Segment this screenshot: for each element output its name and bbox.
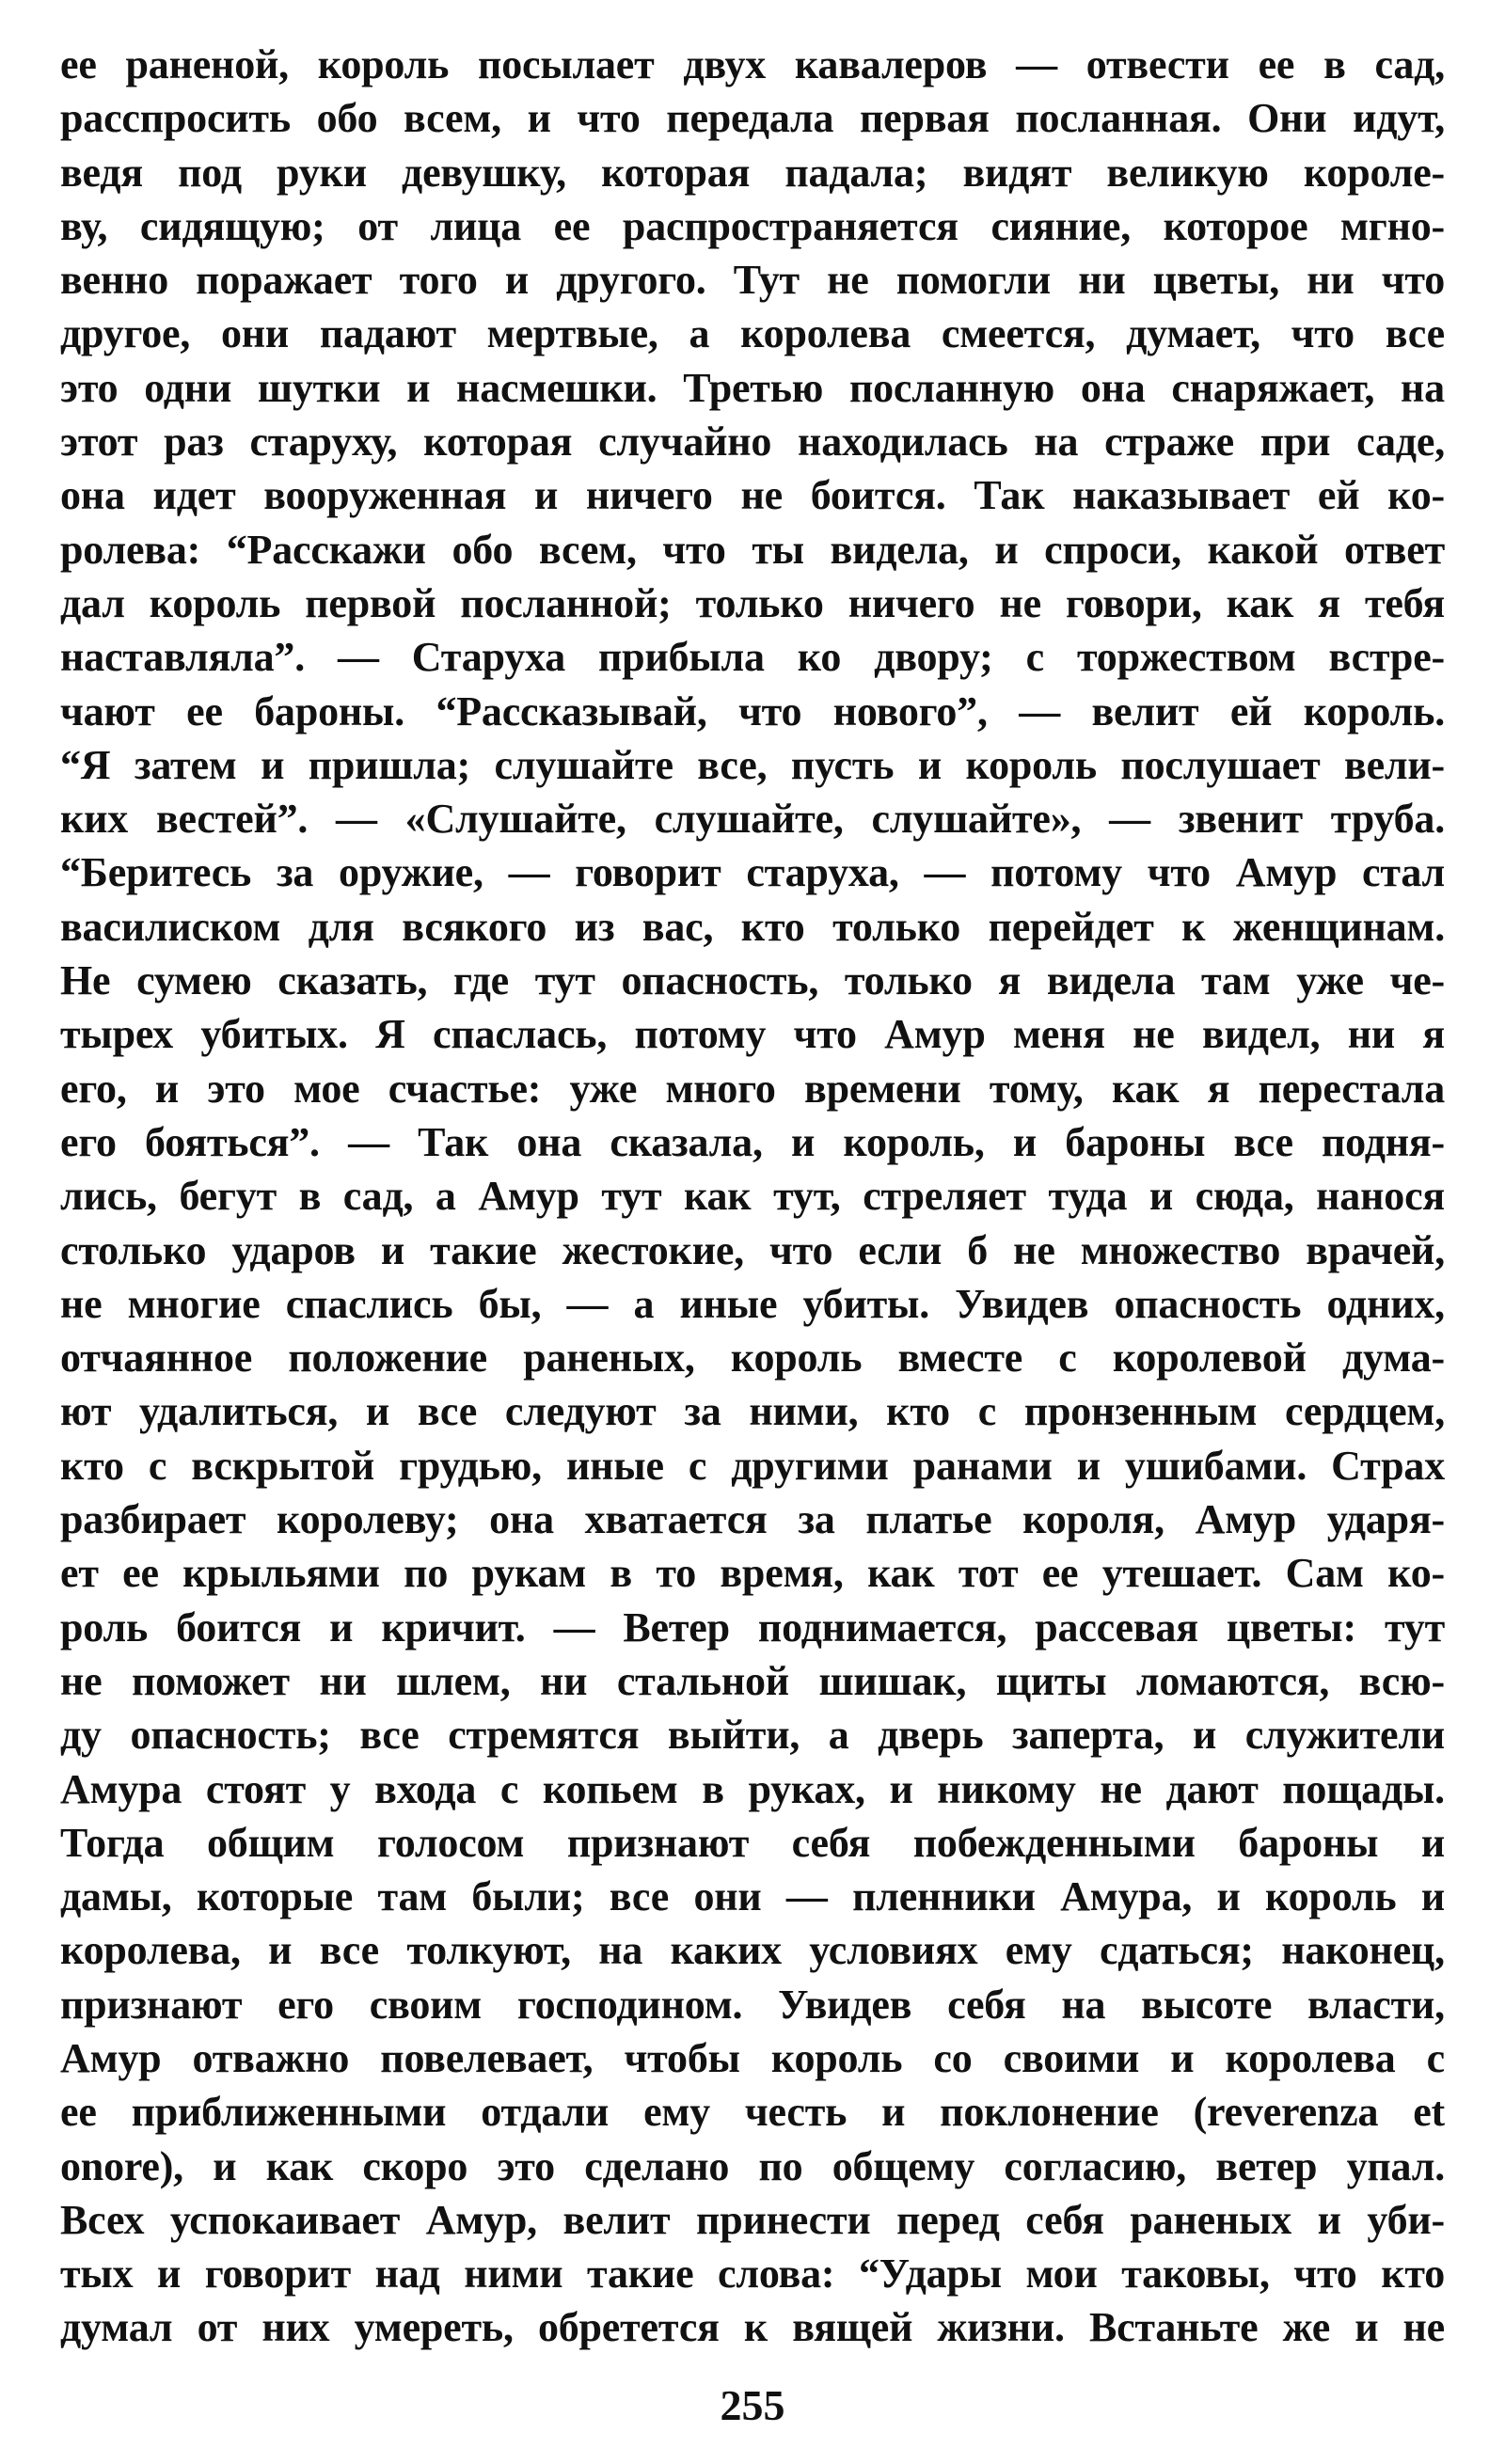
text-line: ду опасность; все стремятся выйти, а дверь заперта, и служители (60, 1712, 1445, 1759)
text-line: его, и это мое счастье: уже много времени тому, как я перестала (60, 1065, 1445, 1112)
text-line: ют удалиться, и все следуют за ними, кто с пронзенным сердцем, (60, 1388, 1445, 1435)
text-line: роль боится и кричит. — Ветер поднимается, рассевая цветы: тут (60, 1603, 1445, 1651)
text-line: королева, и все толкуют, на каких условиях ему сдаться; наконец, (60, 1927, 1445, 1974)
text-line: этот раз старуху, которая случайно находилась на страже при саде, (60, 419, 1445, 466)
text-line: она идет вооруженная и ничего не боится. Так наказывает ей ко- (60, 472, 1445, 519)
text-line: дамы, которые там были; все они — пленники Амура, и король и (60, 1873, 1445, 1920)
text-line: лись, бегут в сад, а Амур тут как тут, стреляет туда и сюда, нанося (60, 1173, 1445, 1220)
text-line: ее раненой, король посылает двух кавалеров — отвести ее в сад, (60, 41, 1445, 87)
text-line: ведя под руки девушку, которая падала; видят великую короле- (60, 149, 1445, 196)
text-line: ву, сидящую; от лица ее распространяется сияние, которое мгно- (60, 202, 1445, 249)
text-line: кто с вскрытой грудью, иные с другими ранами и ушибами. Страх (60, 1442, 1445, 1489)
text-line: “Я затем и пришла; слушайте все, пусть и король послушает вели- (60, 741, 1445, 788)
text-line: думал от них умереть, обретется к вящей жизни. Встаньте же и не (60, 2304, 1445, 2351)
text-line: ких вестей”. — «Слушайте, слушайте, слушайте», — звенит труба. (60, 796, 1445, 843)
text-line: разбирает королеву; она хватается за платье короля, Амур ударя- (60, 1496, 1445, 1543)
text-line: ее приближенными отдали ему честь и поклонение (reverenza et (60, 2089, 1445, 2136)
text-line: не поможет ни шлем, ни стальной шишак, щиты ломаются, всю- (60, 1657, 1445, 1704)
text-line: не многие спаслись бы, — а иные убиты. Увидев опасность одних, (60, 1280, 1445, 1327)
text-line: Не сумею сказать, где тут опасность, только я видела там уже че- (60, 957, 1445, 1004)
text-line: это одни шутки и насмешки. Третью посланную она снаряжает, на (60, 364, 1445, 411)
text-line: наставляла”. — Старуха прибыла ко двору; с торжеством встре- (60, 634, 1445, 681)
text-line: Всех успокаивает Амур, велит принести перед себя раненых и уби- (60, 2196, 1445, 2243)
text-line: отчаянное положение раненых, король вместе с королевой дума- (60, 1335, 1445, 1382)
text-line: onore), и как скоро это сделано по общему согласию, ветер упал. (60, 2142, 1445, 2189)
text-line: чают ее бароны. “Рассказывай, что нового”, — велит ей король. (60, 687, 1445, 734)
body-text (60, 38, 1445, 2355)
book-page (60, 38, 1445, 2429)
text-line: Амура стоят у входа с копьем в руках, и никому не дают пощады. (60, 1765, 1445, 1812)
page-number: 255 (720, 2381, 785, 2429)
text-line: ролева: “Расскажи обо всем, что ты видела, и спроси, какой ответ (60, 526, 1445, 573)
text-line: “Беритесь за оружие, — говорит старуха, — потому что Амур стал (60, 849, 1445, 896)
text-line: Тогда общим голосом признают себя побежденными бароны и (60, 1819, 1445, 1866)
text-line: венно поражает того и другого. Тут не помогли ни цветы, ни что (60, 257, 1445, 304)
text-line: дал король первой посланной; только ничего не говори, как я тебя (60, 579, 1445, 626)
text-line: тырех убитых. Я спаслась, потому что Амур меня не видел, ни я (60, 1011, 1445, 1058)
text-line: другое, они падают мертвые, а королева смеется, думает, что все (60, 310, 1445, 357)
text-line: расспросить обо всем, и что передала первая посланная. Они идут, (60, 95, 1445, 142)
text-line: столько ударов и такие жестокие, что если б не множество врачей, (60, 1226, 1445, 1273)
text-line: ет ее крыльями по рукам в то время, как тот ее утешает. Сам ко- (60, 1550, 1445, 1597)
text-line: признают его своим господином. Увидев себя на высоте власти, (60, 1981, 1445, 2028)
text-line: тых и говорит над ними такие слова: “Удары мои таковы, что кто (60, 2251, 1445, 2298)
text-line: его бояться”. — Так она сказала, и король, и бароны все подня- (60, 1118, 1445, 1165)
text-line: василиском для всякого из вас, кто только перейдет к женщинам. (60, 903, 1445, 950)
text-line: Амур отважно повелевает, чтобы король со своими и королева с (60, 2034, 1445, 2081)
